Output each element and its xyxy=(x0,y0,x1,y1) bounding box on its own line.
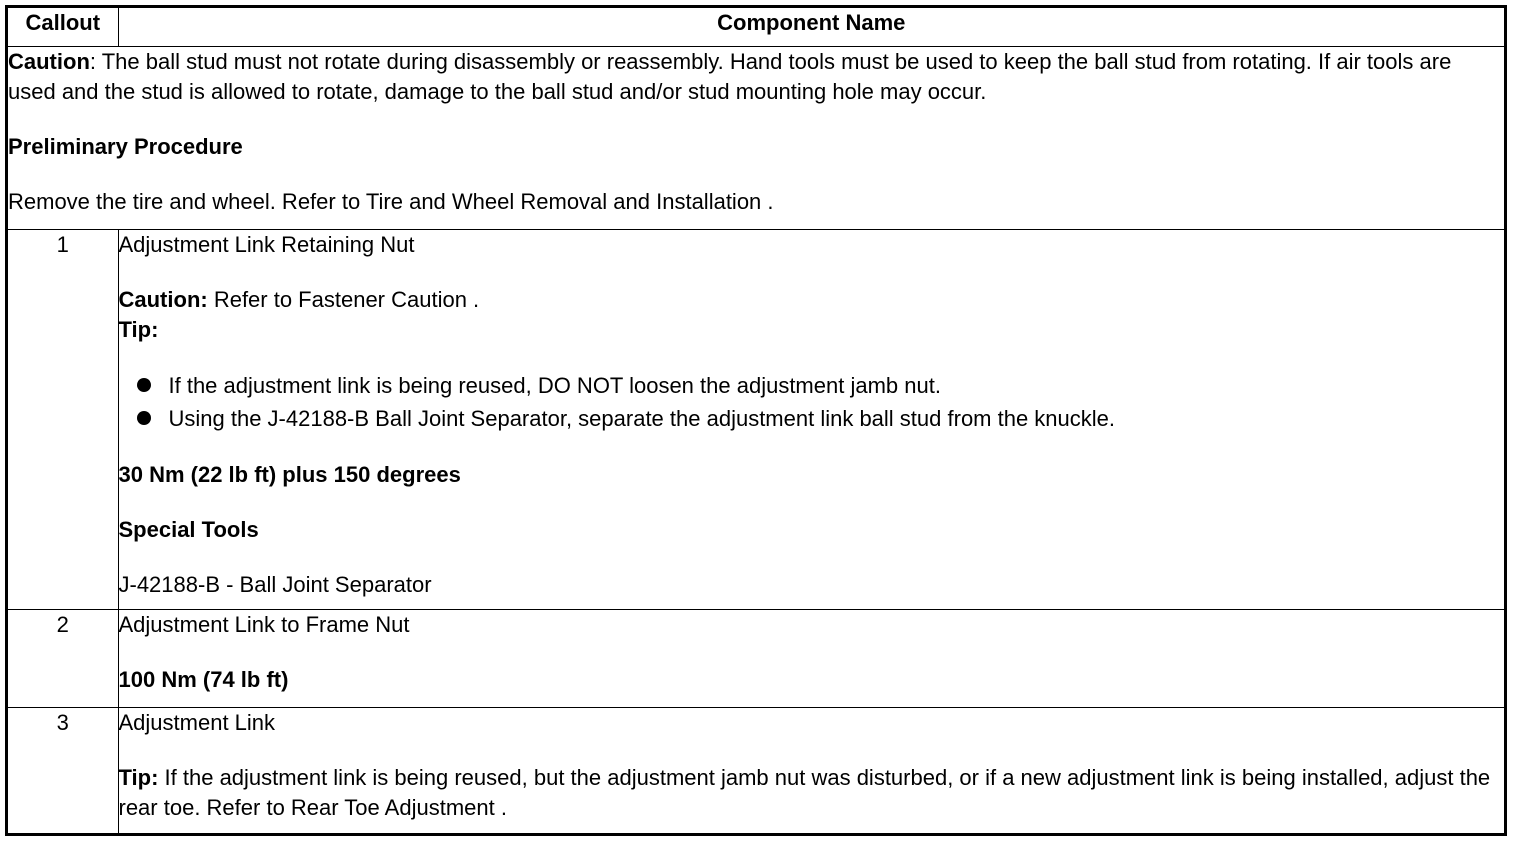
component-table-frame xyxy=(5,5,1507,836)
bullet-icon xyxy=(137,378,151,392)
component-cell xyxy=(118,708,1504,834)
component-name: Adjustment Link to Frame Nut xyxy=(118,612,410,637)
tip-label: Tip: xyxy=(118,765,159,790)
intro-cell xyxy=(8,47,1504,230)
caution-label: Caution: xyxy=(118,287,208,312)
intro-caution xyxy=(8,47,1504,107)
caution-note xyxy=(119,285,1505,315)
callout-number: 1 xyxy=(8,230,118,610)
torque-spec: 100 Nm (74 lb ft) xyxy=(118,667,289,692)
component-cell xyxy=(118,610,1504,708)
tip-text: If the adjustment link is being reused, DO NOT loosen the adjustment jamb nut. xyxy=(168,373,941,398)
tip-text: If the adjustment link is being reused, but the adjustment jamb nut was disturbed, or if a new adjustment link is being installed, adjust the rear toe. Refer to Rear Toe Adjustment . xyxy=(118,765,1491,820)
tip-label: Tip: xyxy=(118,317,159,342)
tip-text: Using the J-42188-B Ball Joint Separator, separate the adjustment link ball stud from the knuckle. xyxy=(168,406,1116,431)
table-row xyxy=(8,708,1504,834)
table-row xyxy=(8,610,1504,708)
special-tool-item: J-42188-B - Ball Joint Separator xyxy=(118,572,432,597)
callout-column-header: Callout xyxy=(8,8,118,47)
torque-spec: 30 Nm (22 lb ft) plus 150 degrees xyxy=(118,462,461,487)
tip-note xyxy=(119,763,1505,823)
caution-text: Refer to Fastener Caution . xyxy=(207,287,480,312)
table-row xyxy=(8,230,1504,610)
list-item xyxy=(119,369,1505,402)
intro-caution-text: : The ball stud must not rotate during disassembly or reassembly. Hand tools must be used to keep the ball stud from rotating. If air tools are used and the stud is allowed to rotate, damage to the ball stud and/or stud mounting hole may occur. xyxy=(8,49,1452,104)
preliminary-procedure-text: Remove the tire and wheel. Refer to Tire and Wheel Removal and Installation . xyxy=(8,189,774,214)
list-item xyxy=(119,402,1505,435)
callout-number: 3 xyxy=(8,708,118,834)
bullet-icon xyxy=(137,411,151,425)
preliminary-procedure-heading: Preliminary Procedure xyxy=(8,134,243,159)
tip-list xyxy=(119,369,1505,435)
component-name: Adjustment Link xyxy=(118,710,276,735)
component-name-column-header: Component Name xyxy=(118,8,1504,47)
intro-row xyxy=(8,47,1504,230)
component-table xyxy=(8,8,1504,833)
intro-caution-label: Caution xyxy=(8,49,90,74)
special-tools-heading: Special Tools xyxy=(118,517,259,542)
callout-number: 2 xyxy=(8,610,118,708)
table-header-row xyxy=(8,8,1504,47)
component-cell xyxy=(118,230,1504,610)
component-name: Adjustment Link Retaining Nut xyxy=(118,232,415,257)
